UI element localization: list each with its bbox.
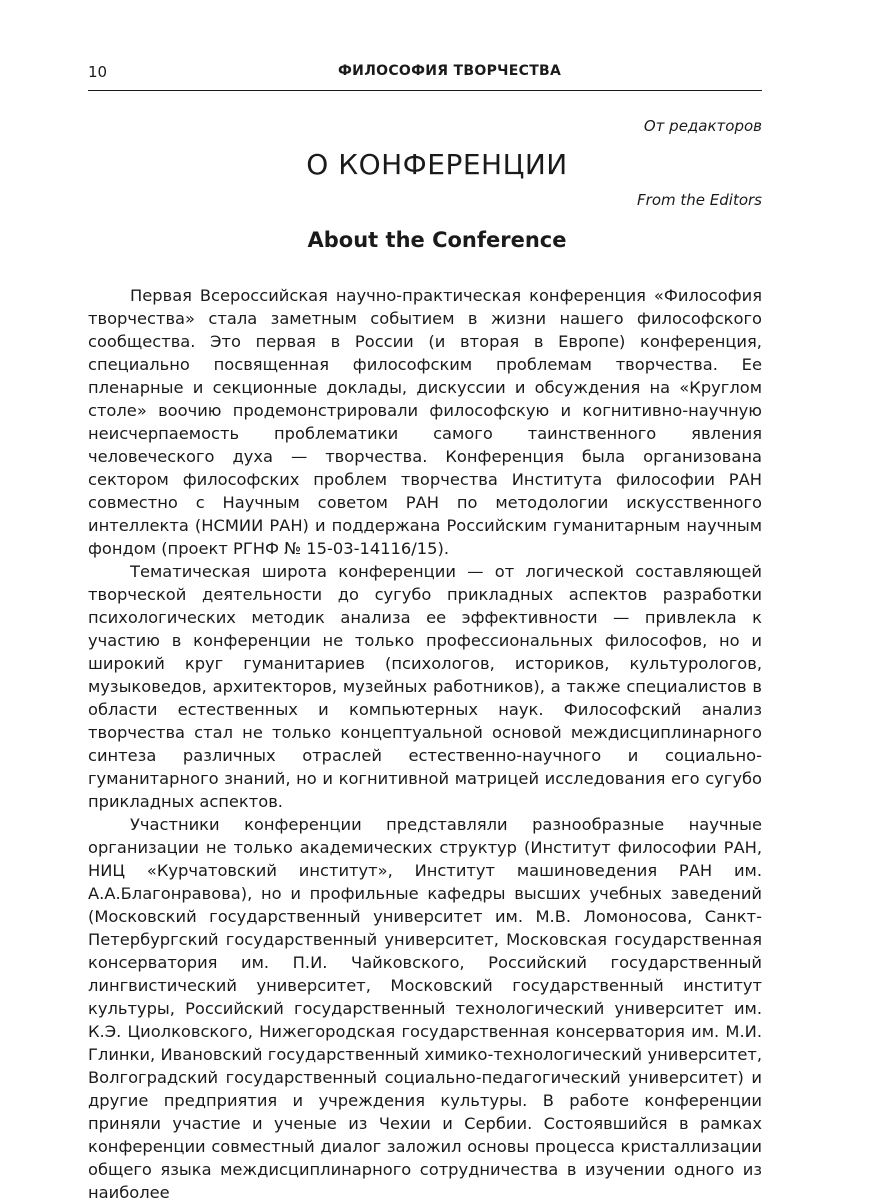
paragraph: Тематическая широта конференции — от логической составляющей творческой деятельности до сугубо прикладных аспектов разработки психологических методик анализа ее эффективности — привлекла к участию в конференции не только профессиональных философов, но и широкий круг гуманитариев (психологов, историков, культурологов, музыковедов, архитекторов, музейных работников), а также специалистов в области естественных и компьютерных наук. Философский анализ творчества стал не только концептуальной основой междисциплинарного синтеза различных отраслей естественно-научного и социально-гуманитарного знаний, но и когнитивной матрицей исследования его сугубо прикладных аспектов. — [88, 562, 762, 811]
article-title-ru: О КОНФЕРЕНЦИИ — [306, 148, 568, 181]
journal-title: ФИЛОСОФИЯ ТВОРЧЕСТВА — [338, 63, 562, 79]
paragraph: Участники конференции представляли разнообразные научные организации не только академических структур (Институт философии РАН, НИЦ «Курчатовский институт», Институт машиноведения РАН им. А.А.Благонравова), но и профильные кафедры высших учебных заведений (Московский государственный университет им. М.В. Ломоносова, Санкт-Петербургский государственный университет, Московская государственная консерватория им. П.И. Чайковского, Российский государственный лингвистический университет, Московский государственный институт культуры, Российский государственный технологический университет им. К.Э. Циолковского, Нижегородская государственная консерватория им. М.И. Глинки, Ивановский государственный химико-технологический университет, Волгоградский государственный социально-педагогический университет) и другие предприятия и учреждения культуры. В работе конференции приняли участие и ученые из Чехии и Сербии. Состоявшийся в рамках конференции совместный диалог заложил основы процесса кристаллизации общего языка междисциплинарного сотрудничества в изучении одного из наиболее — [88, 815, 762, 1202]
rubric-ru: От редакторов — [643, 117, 762, 135]
article-body — [88, 284, 762, 1204]
page-number: 10 — [88, 63, 108, 81]
article-title-en: About the Conference — [307, 228, 567, 252]
running-head — [88, 60, 762, 91]
paragraph: Первая Всероссийская научно-практическая конференция «Философия творчества» стала заметным событием в жизни нашего философского сообщества. Это первая в России (и вторая в Европе) конференция, специально посвященная философским проблемам творчества. Ее пленарные и секционные доклады, дискуссии и обсуждения на «Круглом столе» воочию продемонстрировали философскую и когнитивно-научную неисчерпаемость проблематики самого таинственного явления человеческого духа — творчества. Конференция была организована сектором философских проблем творчества Института философии РАН совместно с Научным советом РАН по методологии искусственного интеллекта (НСМИИ РАН) и поддержана Российским гуманитарным научным фондом (проект РГНФ № 15-03-14116/15). — [88, 286, 762, 558]
rubric-en: From the Editors — [637, 191, 762, 209]
